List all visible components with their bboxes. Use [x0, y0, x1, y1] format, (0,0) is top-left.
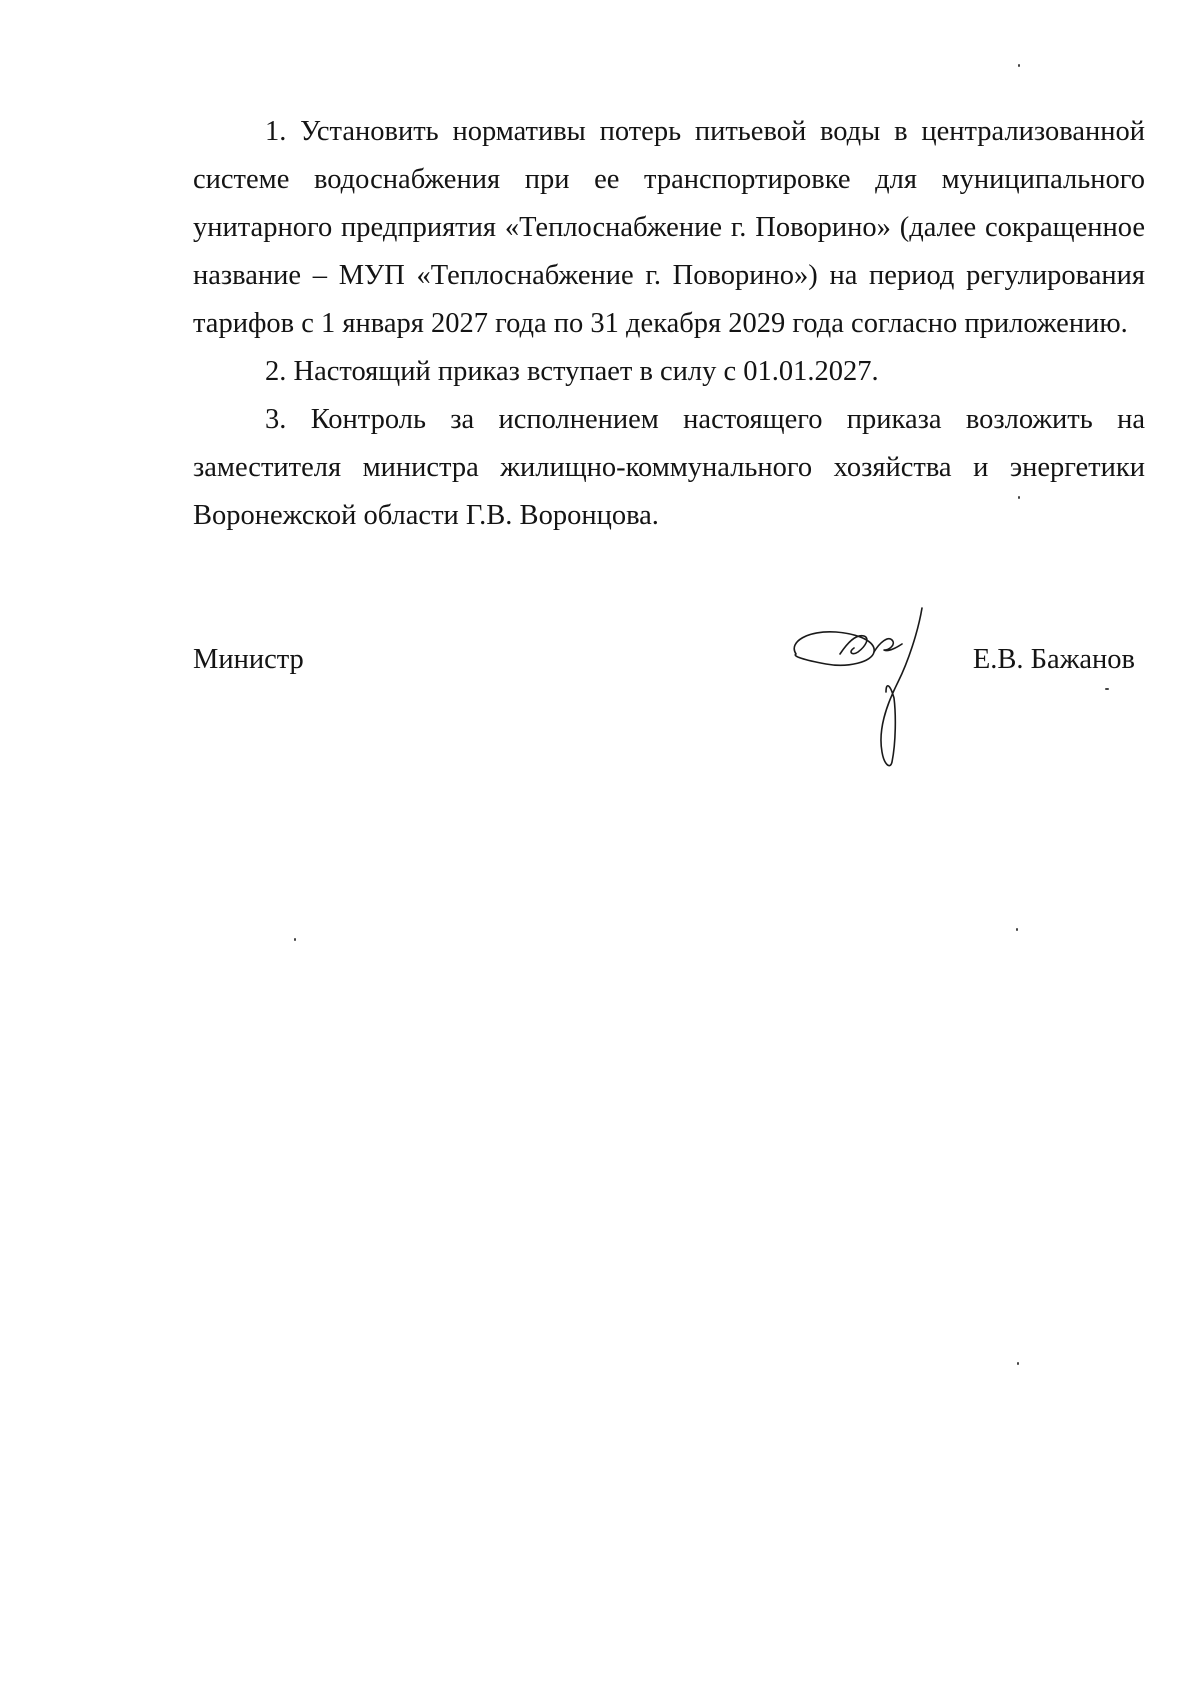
- signature-block: [193, 640, 1145, 790]
- paragraph-2: 2. Настоящий приказ вступает в силу с 01.01.2027.: [265, 356, 879, 387]
- scan-speck: [1018, 496, 1020, 499]
- scan-speck: [1105, 688, 1109, 690]
- scan-speck: [1016, 928, 1018, 931]
- scan-speck: [294, 938, 296, 941]
- order-body: [193, 108, 1145, 540]
- paragraph-1: 1. Установить нормативы потерь питьевой воды в централизованной системе водоснабжения при ее транспортировке для муниципального унитарного предприятия «Теплоснабжение г. Поворино» (далее сокращенное название – МУП «Теплоснабжение г. Поворино») на период регулирования тарифов с 1 января 2027 года по 31 декабря 2029 года согласно приложению.: [193, 116, 1145, 339]
- paragraph-3: 3. Контроль за исполнением настоящего приказа возложить на заместителя министра жилищно-коммунального хозяйства и энергетики Воронежской области Г.В. Воронцова.: [193, 404, 1145, 531]
- scan-speck: [1017, 1362, 1019, 1365]
- signer-name: Е.В. Бажанов: [972, 644, 1135, 675]
- position-title: Министр: [193, 644, 304, 675]
- handwritten-signature: [778, 602, 968, 782]
- scan-speck: [1018, 64, 1020, 67]
